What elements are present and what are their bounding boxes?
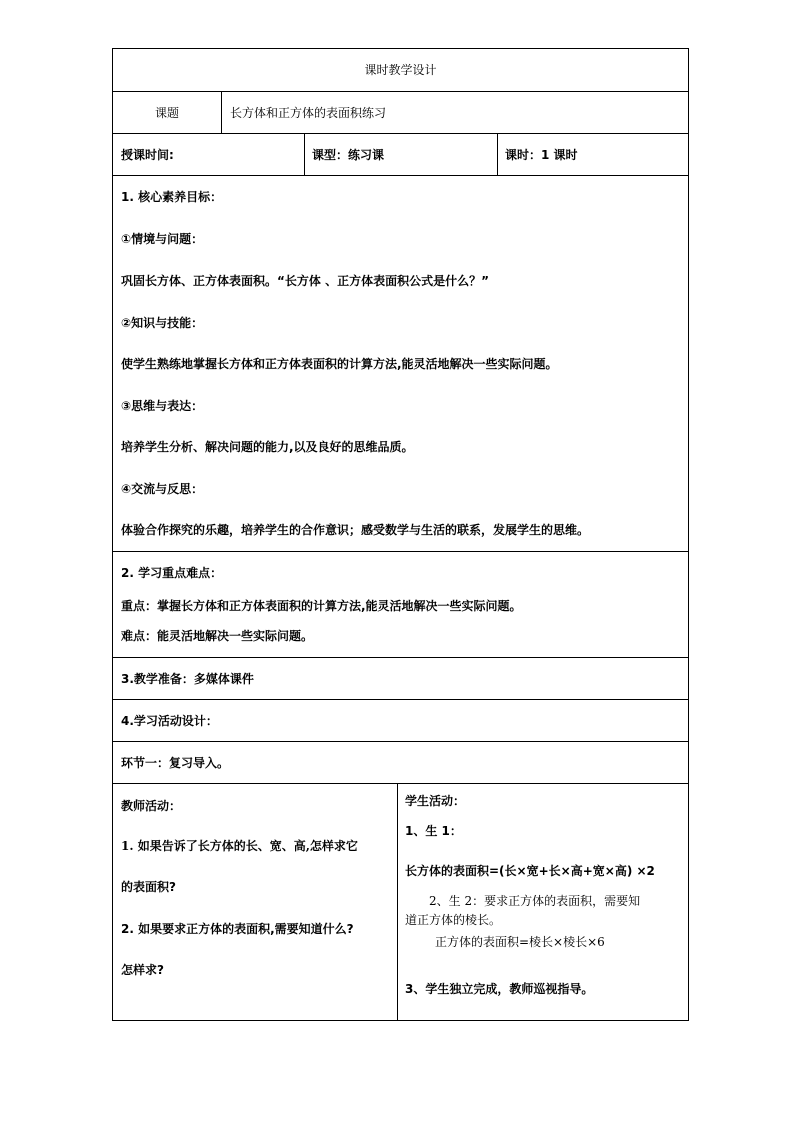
document-title: 课时教学设计: [364, 63, 437, 77]
segment-one-text: 环节一：复习导入。: [121, 756, 230, 770]
student-1: 1、生 1：: [405, 824, 462, 838]
teacher-question-1-text: 1. 如果告诉了长方体的长、宽、高,怎样求它: [121, 839, 358, 853]
activity-design-text: 4.学习活动设计：: [121, 714, 218, 728]
teacher-question-1-line-2: 的表面积?: [121, 880, 176, 894]
goals-section: [113, 176, 688, 552]
activity-design-row: [113, 700, 688, 742]
topic-row: [113, 92, 688, 134]
goal-text-4: 体验合作探究的乐趣，培养学生的合作意识；感受数学与生活的联系，发展学生的思维。: [121, 523, 590, 537]
student-2-line-1: 2、生 2：要求正方体的表面积，需要知: [429, 894, 641, 908]
goal-label-3: ③思维与表达：: [121, 399, 204, 413]
goal-text-2: 使学生熟练地掌握长方体和正方体表面积的计算方法,能灵活地解决一些实际问题。: [121, 357, 558, 371]
key-difficulty: 难点：能灵活地解决一些实际问题。: [121, 629, 314, 643]
activities-divider: [397, 784, 398, 1020]
preparation-row: [113, 658, 688, 700]
teacher-question-2-line-1: 2. 如果要求正方体的表面积,需要知道什么?: [121, 922, 354, 936]
title-row: [113, 49, 688, 92]
goal-label-4: ④交流与反思：: [121, 482, 204, 496]
preparation-text: 3.教学准备：多媒体课件: [121, 672, 254, 686]
info-row: [113, 134, 688, 176]
student-formula-2: 正方体的表面积=棱长×棱长×6: [435, 935, 605, 949]
goals-heading: 1. 核心素养目标：: [121, 190, 223, 204]
student-3: 3、学生独立完成，教师巡视指导。: [405, 982, 594, 996]
student-formula-1: 长方体的表面积=(长×宽+长×高+宽×高) ×2: [405, 864, 655, 878]
lesson-hours: 课时：1 课时: [505, 148, 578, 162]
goal-text-1: 巩固长方体、正方体表面积。“长方体 、正方体表面积公式是什么？”: [121, 274, 489, 288]
goal-text-3: 培养学生分析、解决问题的能力,以及良好的思维品质。: [121, 440, 414, 454]
key-focus: 重点：掌握长方体和正方体表面积的计算方法,能灵活地解决一些实际问题。: [121, 599, 522, 613]
class-time-label: 授课时间:: [121, 148, 174, 162]
topic-divider: [221, 92, 222, 133]
topic-label: 课题: [154, 106, 179, 120]
student-heading: 学生活动：: [405, 794, 466, 808]
lesson-type: 课型：练习课: [312, 148, 385, 162]
activities-row: [113, 784, 688, 1020]
key-points-section: [113, 552, 688, 658]
student-2-line-2: 道正方体的棱长。: [405, 913, 502, 927]
topic-value: 长方体和正方体的表面积练习: [230, 106, 387, 120]
key-points-heading: 2. 学习重点难点：: [121, 566, 223, 580]
goal-label-1: ①情境与问题：: [121, 232, 204, 246]
goal-label-2: ②知识与技能：: [121, 316, 204, 330]
teacher-question-1-line-1: [121, 839, 358, 854]
segment-one-row: [113, 742, 688, 784]
lesson-plan-table: [112, 48, 689, 1021]
teacher-question-2-line-2: 怎样求?: [121, 963, 164, 977]
teacher-heading: 教师活动：: [121, 799, 182, 813]
info-divider-1: [304, 134, 305, 175]
info-divider-2: [497, 134, 498, 175]
